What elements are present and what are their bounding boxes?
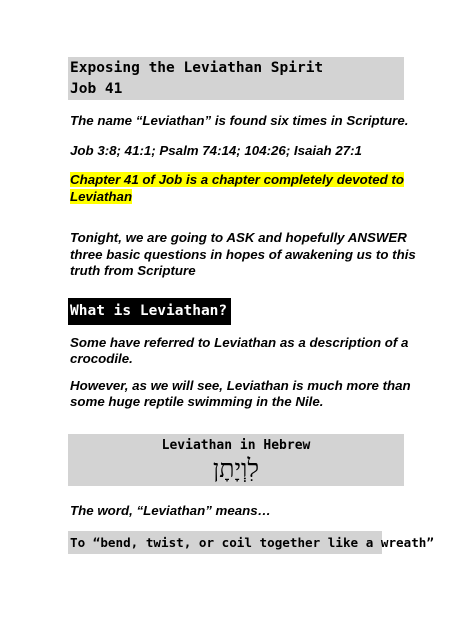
section-heading: What is Leviathan? (68, 298, 231, 325)
page-title: Exposing the Leviathan Spirit (70, 60, 324, 76)
page-subtitle: Job 41 (70, 81, 123, 97)
crocodile-paragraph-line-1: Some have referred to Leviathan as a description of a (70, 335, 409, 350)
scripture-references: Job 3:8; 41:1; Psalm 74:14; 104:26; Isaiah 27:1 (70, 143, 362, 158)
chapter-paragraph-line-1 (70, 171, 404, 188)
however-paragraph-line-1: However, as we will see, Leviathan is much more than (70, 378, 411, 393)
name-count-paragraph: The name “Leviathan” is found six times in Scripture. (70, 113, 409, 128)
tonight-paragraph-line-1: Tonight, we are going to ASK and hopefully ANSWER (70, 230, 407, 245)
tonight-paragraph-line-2: three basic questions in hopes of awakening us to this (70, 247, 416, 262)
hebrew-word-block (68, 434, 404, 486)
chapter-paragraph-line-2 (70, 188, 132, 205)
hebrew-word: לִוְיָתָן (212, 454, 260, 483)
tonight-paragraph-line-3: truth from Scripture (70, 263, 196, 278)
highlighted-text: Leviathan (70, 189, 133, 204)
crocodile-paragraph-line-2: crocodile. (70, 351, 133, 366)
meaning-block (68, 531, 434, 554)
however-paragraph-line-2: some huge reptile swimming in the Nile. (70, 394, 324, 409)
word-means-paragraph: The word, “Leviathan” means… (70, 503, 271, 518)
meaning-text: To “bend, twist, or coil together like a wreath” (70, 535, 434, 550)
hebrew-block-title: Leviathan in Hebrew (161, 438, 311, 453)
highlighted-text: Chapter 41 of Job is a chapter completely devoted to (70, 172, 404, 187)
